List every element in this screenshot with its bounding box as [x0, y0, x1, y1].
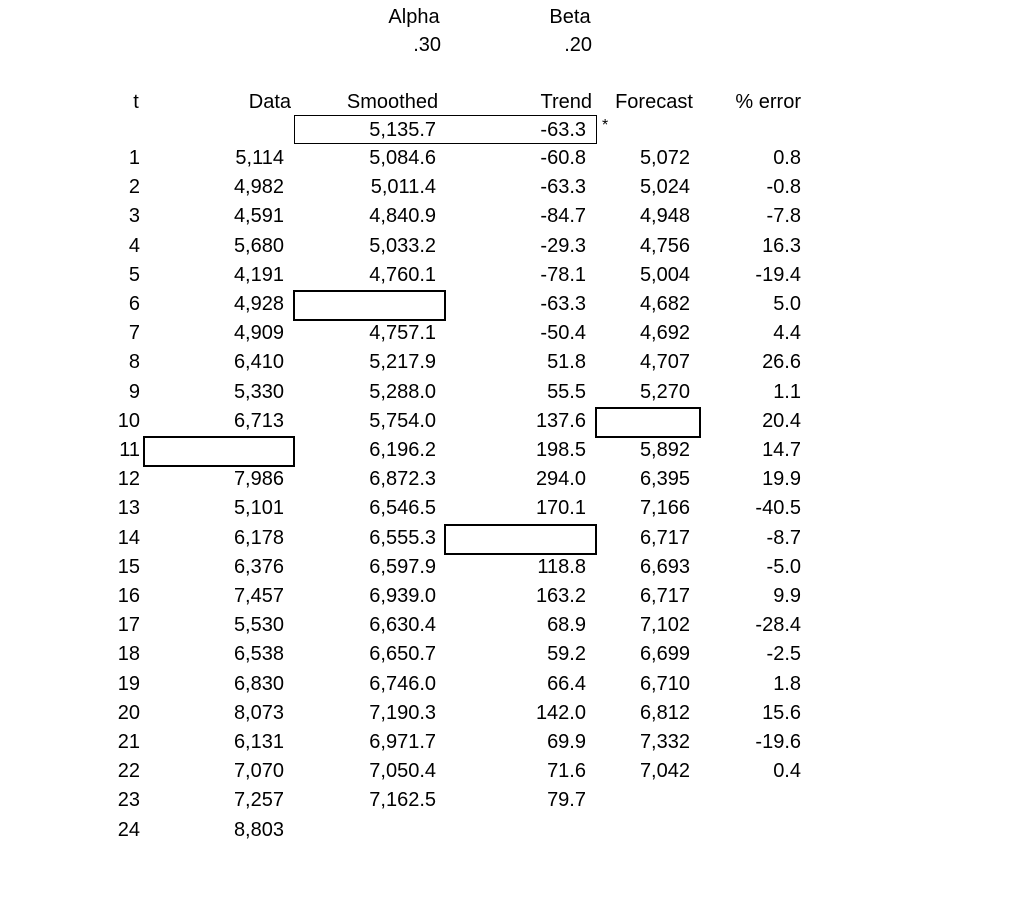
- cell-trend: 198.5: [535, 439, 586, 461]
- cell-data: 6,376: [233, 556, 284, 578]
- cell-trend: 142.0: [535, 702, 586, 724]
- cell-forecast: 4,756: [639, 235, 690, 257]
- cell-smoothed: 6,196.2: [369, 439, 436, 461]
- cell-error: -0.8: [766, 176, 801, 198]
- cell-trend: 294.0: [535, 468, 586, 490]
- cell-t: 20: [117, 702, 140, 724]
- cell-trend: -63.3: [540, 293, 586, 315]
- cell-data: 7,070: [233, 760, 284, 782]
- cell-trend: 118.8: [537, 556, 586, 578]
- cell-smoothed: 6,971.7: [369, 731, 436, 753]
- cell-t: 7: [128, 322, 140, 344]
- cell-trend: -50.4: [540, 322, 586, 344]
- cell-smoothed: 6,872.3: [369, 468, 436, 490]
- cell-t: 5: [128, 264, 140, 286]
- cell-forecast: 5,892: [639, 439, 690, 461]
- cell-data: 5,114: [235, 147, 284, 169]
- cell-forecast: 7,102: [639, 614, 690, 636]
- alpha-label: Alpha: [388, 6, 440, 28]
- cell-error: 1.8: [773, 673, 801, 695]
- blank-answer-box-smoothed[interactable]: [293, 290, 446, 321]
- cell-trend: 71.6: [547, 760, 586, 782]
- cell-error: 19.9: [762, 468, 801, 490]
- cell-error: 14.7: [762, 439, 801, 461]
- cell-t: 1: [128, 147, 140, 169]
- beta-label: Beta: [549, 6, 591, 28]
- cell-error: -8.7: [766, 527, 801, 549]
- cell-t: 23: [117, 789, 140, 811]
- cell-data: 8,073: [233, 702, 284, 724]
- cell-error: -19.4: [755, 264, 801, 286]
- cell-error: 5.0: [773, 293, 801, 315]
- cell-error: 1.1: [773, 381, 801, 403]
- cell-forecast: 6,710: [639, 673, 690, 695]
- cell-error: 15.6: [762, 702, 801, 724]
- cell-smoothed: 4,760.1: [369, 264, 436, 286]
- cell-smoothed: 4,757.1: [369, 322, 436, 344]
- cell-trend: 137.6: [535, 410, 586, 432]
- cell-trend: 68.9: [547, 614, 586, 636]
- cell-smoothed: 6,650.7: [369, 643, 436, 665]
- cell-smoothed: 6,746.0: [369, 673, 436, 695]
- cell-forecast: 6,395: [639, 468, 690, 490]
- cell-forecast: 5,024: [639, 176, 690, 198]
- cell-forecast: 4,707: [639, 351, 690, 373]
- initial-marker: *: [602, 117, 609, 134]
- cell-trend: -63.3: [540, 176, 586, 198]
- cell-smoothed: 4,840.9: [369, 205, 436, 227]
- cell-smoothed: 6,546.5: [369, 497, 436, 519]
- cell-error: [710, 818, 801, 842]
- cell-smoothed: 7,190.3: [369, 702, 436, 724]
- cell-t: 8: [128, 351, 140, 373]
- cell-t: 6: [128, 293, 140, 315]
- cell-error: -2.5: [766, 643, 801, 665]
- cell-data: 7,257: [233, 789, 284, 811]
- cell-error: 9.9: [773, 585, 801, 607]
- cell-smoothed: 6,597.9: [369, 556, 436, 578]
- cell-data: 4,591: [233, 205, 284, 227]
- cell-error: 0.4: [773, 760, 801, 782]
- cell-forecast: 6,812: [639, 702, 690, 724]
- cell-error: -5.0: [766, 556, 801, 578]
- cell-t: 2: [128, 176, 140, 198]
- header-trend: Trend: [540, 91, 592, 113]
- cell-data: 6,830: [233, 673, 284, 695]
- cell-t: 4: [128, 235, 140, 257]
- cell-t: 13: [117, 497, 140, 519]
- cell-data: 5,680: [233, 235, 284, 257]
- header-data: Data: [248, 91, 291, 113]
- cell-data: 4,191: [233, 264, 284, 286]
- blank-answer-box-forecast[interactable]: [595, 407, 701, 438]
- cell-smoothed: 5,288.0: [369, 381, 436, 403]
- cell-error: -40.5: [755, 497, 801, 519]
- header-smoothed: Smoothed: [346, 91, 439, 113]
- cell-forecast: 6,717: [639, 585, 690, 607]
- cell-data: 4,928: [233, 293, 284, 315]
- cell-t: 3: [128, 205, 140, 227]
- cell-data: 5,530: [233, 614, 284, 636]
- alpha-value: .30: [413, 34, 441, 56]
- cell-trend: [500, 818, 586, 842]
- cell-forecast: 6,717: [639, 527, 690, 549]
- cell-forecast: 5,072: [639, 147, 690, 169]
- cell-data: 4,982: [233, 176, 284, 198]
- cell-error: -28.4: [755, 614, 801, 636]
- cell-t: 18: [117, 643, 140, 665]
- cell-trend: 59.2: [547, 643, 586, 665]
- cell-data: 7,457: [233, 585, 284, 607]
- cell-trend: -78.1: [540, 264, 586, 286]
- cell-forecast: 6,693: [639, 556, 690, 578]
- cell-error: 26.6: [762, 351, 801, 373]
- cell-trend: 163.2: [535, 585, 586, 607]
- cell-smoothed: 5,754.0: [369, 410, 436, 432]
- cell-error: -7.8: [766, 205, 801, 227]
- cell-t: 16: [117, 585, 140, 607]
- cell-forecast: 5,004: [639, 264, 690, 286]
- cell-forecast: [600, 818, 690, 842]
- cell-t: 21: [117, 731, 140, 753]
- cell-t: 15: [117, 556, 140, 578]
- initial-trend: -63.3: [540, 119, 586, 141]
- cell-data: 4,909: [233, 322, 284, 344]
- cell-t: 14: [117, 527, 140, 549]
- cell-forecast: 4,682: [639, 293, 690, 315]
- cell-trend: 51.8: [547, 351, 586, 373]
- cell-forecast: 7,042: [639, 760, 690, 782]
- cell-forecast: 7,332: [639, 731, 690, 753]
- header-error: % error: [735, 91, 801, 113]
- cell-forecast: [600, 788, 690, 812]
- cell-t: 17: [117, 614, 140, 636]
- cell-t: 19: [117, 673, 140, 695]
- cell-data: 8,803: [233, 819, 284, 841]
- cell-data: 6,713: [233, 410, 284, 432]
- cell-error: 0.8: [773, 147, 801, 169]
- cell-trend: 55.5: [547, 381, 586, 403]
- cell-smoothed: 5,217.9: [369, 351, 436, 373]
- cell-error: 20.4: [762, 410, 801, 432]
- cell-smoothed: 5,084.6: [369, 147, 436, 169]
- cell-trend: 170.1: [535, 497, 586, 519]
- cell-data: 6,131: [233, 731, 284, 753]
- cell-trend: -29.3: [540, 235, 586, 257]
- header-t: t: [133, 91, 139, 113]
- cell-trend: 69.9: [547, 731, 586, 753]
- cell-data: 6,538: [233, 643, 284, 665]
- cell-t: 22: [117, 760, 140, 782]
- cell-trend: 66.4: [547, 673, 586, 695]
- header-forecast: Forecast: [615, 91, 693, 113]
- cell-data: 5,101: [233, 497, 284, 519]
- cell-trend: -60.8: [540, 147, 586, 169]
- cell-smoothed: [330, 818, 436, 842]
- cell-smoothed: 6,939.0: [369, 585, 436, 607]
- cell-error: [710, 788, 801, 812]
- cell-error: -19.6: [755, 731, 801, 753]
- cell-smoothed: 7,050.4: [369, 760, 436, 782]
- cell-t: 12: [117, 468, 140, 490]
- cell-trend: 79.7: [547, 789, 586, 811]
- cell-t: 10: [117, 410, 140, 432]
- cell-data: 6,178: [233, 527, 284, 549]
- cell-smoothed: 7,162.5: [369, 789, 436, 811]
- cell-smoothed: 5,011.4: [370, 176, 436, 198]
- cell-trend: -84.7: [540, 205, 586, 227]
- blank-answer-box-trend[interactable]: [444, 524, 597, 555]
- cell-forecast: 7,166: [639, 497, 690, 519]
- cell-data: 5,330: [233, 381, 284, 403]
- cell-data: 7,986: [233, 468, 284, 490]
- cell-forecast: 4,692: [639, 322, 690, 344]
- blank-answer-box-data[interactable]: [143, 436, 295, 467]
- cell-forecast: 6,699: [639, 643, 690, 665]
- cell-t: 9: [128, 381, 140, 403]
- cell-error: 4.4: [773, 322, 801, 344]
- cell-smoothed: 6,555.3: [369, 527, 436, 549]
- initial-smoothed: 5,135.7: [369, 119, 436, 141]
- cell-forecast: 5,270: [639, 381, 690, 403]
- cell-data: 6,410: [233, 351, 284, 373]
- cell-smoothed: 5,033.2: [369, 235, 436, 257]
- cell-t: 24: [117, 819, 140, 841]
- beta-value: .20: [564, 34, 592, 56]
- cell-t: 11: [119, 439, 140, 461]
- cell-smoothed: 6,630.4: [369, 614, 436, 636]
- cell-forecast: 4,948: [639, 205, 690, 227]
- cell-error: 16.3: [762, 235, 801, 257]
